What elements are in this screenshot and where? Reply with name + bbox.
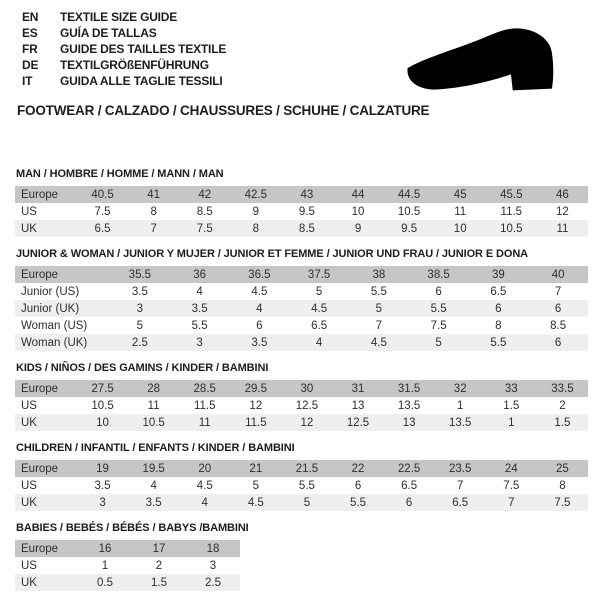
size-cell: 9: [230, 203, 281, 220]
size-cell: 21.5: [281, 460, 332, 477]
size-cell: 9: [332, 220, 383, 237]
size-cell: 1.5: [132, 574, 186, 591]
table-row: [15, 220, 588, 237]
section-title-kids: KIDS / NIÑOS / DES GAMINS / KINDER / BAMBINI: [16, 362, 269, 374]
size-cell: 10.5: [77, 397, 128, 414]
size-table-man: [15, 186, 588, 237]
table-row: [15, 494, 588, 511]
row-label: US: [15, 557, 78, 574]
guide-title-es: GUÍA DE TALLAS: [60, 26, 157, 40]
size-cell: 12.5: [332, 414, 383, 431]
size-cell: 33.5: [537, 380, 588, 397]
size-cell: 44.5: [384, 186, 435, 203]
section-children: [15, 442, 588, 511]
row-label: Europe: [15, 460, 77, 477]
section-title-man: MAN / HOMBRE / HOMME / MANN / MAN: [16, 168, 224, 180]
size-cell: 7: [349, 317, 409, 334]
table-row: [15, 557, 240, 574]
table-row: [15, 266, 588, 283]
size-cell: 0.5: [78, 574, 132, 591]
row-label: US: [15, 203, 77, 220]
section-man: [15, 168, 588, 237]
size-cell: 10.5: [128, 414, 179, 431]
size-cell: 44: [332, 186, 383, 203]
size-cell: 11: [435, 203, 486, 220]
size-cell: 33: [486, 380, 537, 397]
size-cell: 1: [78, 557, 132, 574]
size-cell: 1: [486, 414, 537, 431]
size-cell: 3: [186, 557, 240, 574]
size-cell: 6: [409, 283, 469, 300]
size-cell: 10.5: [486, 220, 537, 237]
size-cell: 45.5: [486, 186, 537, 203]
size-table-babies: [15, 540, 240, 591]
size-cell: 28: [128, 380, 179, 397]
size-cell: 4: [179, 494, 230, 511]
size-cell: 19: [77, 460, 128, 477]
size-cell: 2: [537, 397, 588, 414]
size-cell: 20: [179, 460, 230, 477]
size-cell: 7.5: [537, 494, 588, 511]
size-cell: 27.5: [77, 380, 128, 397]
language-code: ES: [22, 26, 38, 40]
size-cell: 4.5: [230, 283, 290, 300]
size-cell: 3.5: [128, 494, 179, 511]
size-cell: 8.5: [281, 220, 332, 237]
size-cell: 3: [110, 300, 170, 317]
row-label: UK: [15, 220, 77, 237]
row-label: Europe: [15, 380, 77, 397]
section-title-junior-woman: JUNIOR & WOMAN / JUNIOR Y MUJER / JUNIOR ET FEMME / JUNIOR UND FRAU / JUNIOR E DONA: [16, 248, 529, 260]
size-cell: 25: [537, 460, 588, 477]
size-cell: 6: [230, 317, 290, 334]
size-cell: 8: [537, 477, 588, 494]
size-table-children: [15, 460, 588, 511]
category-heading: FOOTWEAR / CALZADO / CHAUSSURES / SCHUHE / CALZATURE: [17, 103, 430, 118]
size-cell: 36: [170, 266, 230, 283]
size-cell: 31.5: [384, 380, 435, 397]
size-cell: 1.5: [486, 397, 537, 414]
table-row: [15, 334, 588, 351]
language-code: FR: [22, 42, 38, 56]
table-row: [15, 380, 588, 397]
size-cell: 4.5: [289, 300, 349, 317]
size-cell: 7: [528, 283, 588, 300]
size-cell: 2.5: [110, 334, 170, 351]
row-label: Europe: [15, 540, 78, 557]
size-cell: 23.5: [435, 460, 486, 477]
size-cell: 37.5: [289, 266, 349, 283]
size-cell: 4.5: [230, 494, 281, 511]
size-cell: 11: [179, 414, 230, 431]
size-cell: 4: [289, 334, 349, 351]
guide-title-it: GUIDA ALLE TAGLIE TESSILI: [60, 74, 223, 88]
table-row: [15, 414, 588, 431]
size-cell: 40.5: [77, 186, 128, 203]
size-cell: 10: [332, 203, 383, 220]
row-label: Junior (US): [15, 283, 110, 300]
size-cell: 30: [281, 380, 332, 397]
table-row: [15, 186, 588, 203]
size-cell: 4: [230, 300, 290, 317]
size-cell: 8: [128, 203, 179, 220]
size-cell: 5.5: [170, 317, 230, 334]
table-row: [15, 317, 588, 334]
language-code: DE: [22, 58, 39, 72]
size-cell: 7: [435, 477, 486, 494]
size-cell: 7: [128, 220, 179, 237]
size-cell: 24: [486, 460, 537, 477]
section-kids: [15, 362, 588, 431]
table-row: [15, 283, 588, 300]
size-cell: 11: [128, 397, 179, 414]
size-cell: 7.5: [179, 220, 230, 237]
size-cell: 8: [469, 317, 529, 334]
size-cell: 11.5: [179, 397, 230, 414]
size-cell: 5: [289, 283, 349, 300]
size-cell: 6: [469, 300, 529, 317]
size-cell: 3.5: [77, 477, 128, 494]
size-cell: 16: [78, 540, 132, 557]
row-label: UK: [15, 494, 77, 511]
size-cell: 13.5: [435, 414, 486, 431]
size-cell: 13: [384, 414, 435, 431]
row-label: UK: [15, 414, 77, 431]
row-label: Europe: [15, 266, 110, 283]
size-cell: 10: [435, 220, 486, 237]
size-cell: 12: [281, 414, 332, 431]
size-cell: 7.5: [409, 317, 469, 334]
size-cell: 22.5: [384, 460, 435, 477]
row-label: US: [15, 477, 77, 494]
size-cell: 18: [186, 540, 240, 557]
size-cell: 40: [528, 266, 588, 283]
row-label: Woman (US): [15, 317, 110, 334]
language-code: EN: [22, 10, 39, 24]
size-cell: 46: [537, 186, 588, 203]
size-cell: 9.5: [281, 203, 332, 220]
size-cell: 11.5: [230, 414, 281, 431]
size-cell: 3.5: [170, 300, 230, 317]
table-row: [15, 397, 588, 414]
table-row: [15, 477, 588, 494]
size-cell: 13: [332, 397, 383, 414]
size-cell: 22: [332, 460, 383, 477]
size-cell: 5.5: [469, 334, 529, 351]
guide-title-fr: GUIDE DES TAILLES TEXTILE: [60, 42, 227, 56]
size-cell: 6: [528, 334, 588, 351]
size-cell: 45: [435, 186, 486, 203]
section-junior-woman: [15, 248, 588, 351]
size-cell: 4: [128, 477, 179, 494]
table-row: [15, 300, 588, 317]
size-table-junior-woman: [15, 266, 588, 351]
size-tables-area: [15, 168, 588, 602]
size-cell: 21: [230, 460, 281, 477]
size-cell: 7.5: [486, 477, 537, 494]
table-row: [15, 540, 240, 557]
size-cell: 1: [435, 397, 486, 414]
table-row: [15, 574, 240, 591]
size-cell: 32: [435, 380, 486, 397]
size-cell: 6.5: [77, 220, 128, 237]
size-cell: 10.5: [384, 203, 435, 220]
size-cell: 8: [230, 220, 281, 237]
guide-title-de: TEXTILGRÖßENFÜHRUNG: [60, 58, 209, 72]
size-cell: 6.5: [469, 283, 529, 300]
size-cell: 2.5: [186, 574, 240, 591]
size-cell: 4.5: [349, 334, 409, 351]
size-cell: 8.5: [179, 203, 230, 220]
size-cell: 5: [409, 334, 469, 351]
size-cell: 36.5: [230, 266, 290, 283]
size-cell: 3: [170, 334, 230, 351]
size-cell: 35.5: [110, 266, 170, 283]
size-cell: 3.5: [110, 283, 170, 300]
row-label: US: [15, 397, 77, 414]
size-cell: 7: [486, 494, 537, 511]
size-cell: 11.5: [486, 203, 537, 220]
size-cell: 1.5: [537, 414, 588, 431]
size-cell: 11: [537, 220, 588, 237]
size-cell: 31: [332, 380, 383, 397]
size-cell: 6: [528, 300, 588, 317]
row-label: UK: [15, 574, 78, 591]
size-cell: 3: [77, 494, 128, 511]
size-cell: 6.5: [289, 317, 349, 334]
size-cell: 12.5: [281, 397, 332, 414]
size-cell: 6: [332, 477, 383, 494]
row-label: Junior (UK): [15, 300, 110, 317]
size-cell: 10: [77, 414, 128, 431]
section-title-babies: BABIES / BEBÉS / BÉBÉS / BABYS /BAMBINI: [16, 522, 249, 534]
size-cell: 12: [230, 397, 281, 414]
size-cell: 38.5: [409, 266, 469, 283]
size-cell: 5.5: [332, 494, 383, 511]
size-table-kids: [15, 380, 588, 431]
size-cell: 43: [281, 186, 332, 203]
size-cell: 19.5: [128, 460, 179, 477]
shoe-icon: [388, 12, 584, 110]
size-cell: 5: [349, 300, 409, 317]
size-cell: 42: [179, 186, 230, 203]
size-cell: 17: [132, 540, 186, 557]
size-cell: 5: [281, 494, 332, 511]
size-cell: 39: [469, 266, 529, 283]
size-cell: 6: [384, 494, 435, 511]
row-label: Europe: [15, 186, 77, 203]
size-cell: 5: [230, 477, 281, 494]
size-cell: 38: [349, 266, 409, 283]
size-cell: 4.5: [179, 477, 230, 494]
row-label: Woman (UK): [15, 334, 110, 351]
section-babies: [15, 522, 588, 591]
table-row: [15, 460, 588, 477]
size-cell: 4: [170, 283, 230, 300]
guide-title-en: TEXTILE SIZE GUIDE: [60, 10, 178, 24]
size-cell: 9.5: [384, 220, 435, 237]
size-cell: 6.5: [384, 477, 435, 494]
size-cell: 29.5: [230, 380, 281, 397]
size-cell: 8.5: [528, 317, 588, 334]
size-cell: 42.5: [230, 186, 281, 203]
size-cell: 12: [537, 203, 588, 220]
size-cell: 3.5: [230, 334, 290, 351]
language-code: IT: [22, 74, 33, 88]
table-row: [15, 203, 588, 220]
size-cell: 6.5: [435, 494, 486, 511]
size-cell: 5: [110, 317, 170, 334]
size-cell: 5.5: [281, 477, 332, 494]
size-cell: 7.5: [77, 203, 128, 220]
size-cell: 41: [128, 186, 179, 203]
size-cell: 5.5: [409, 300, 469, 317]
size-cell: 2: [132, 557, 186, 574]
size-cell: 28.5: [179, 380, 230, 397]
size-cell: 5.5: [349, 283, 409, 300]
section-title-children: CHILDREN / INFANTIL / ENFANTS / KINDER / BAMBINI: [16, 442, 295, 454]
size-cell: 13.5: [384, 397, 435, 414]
